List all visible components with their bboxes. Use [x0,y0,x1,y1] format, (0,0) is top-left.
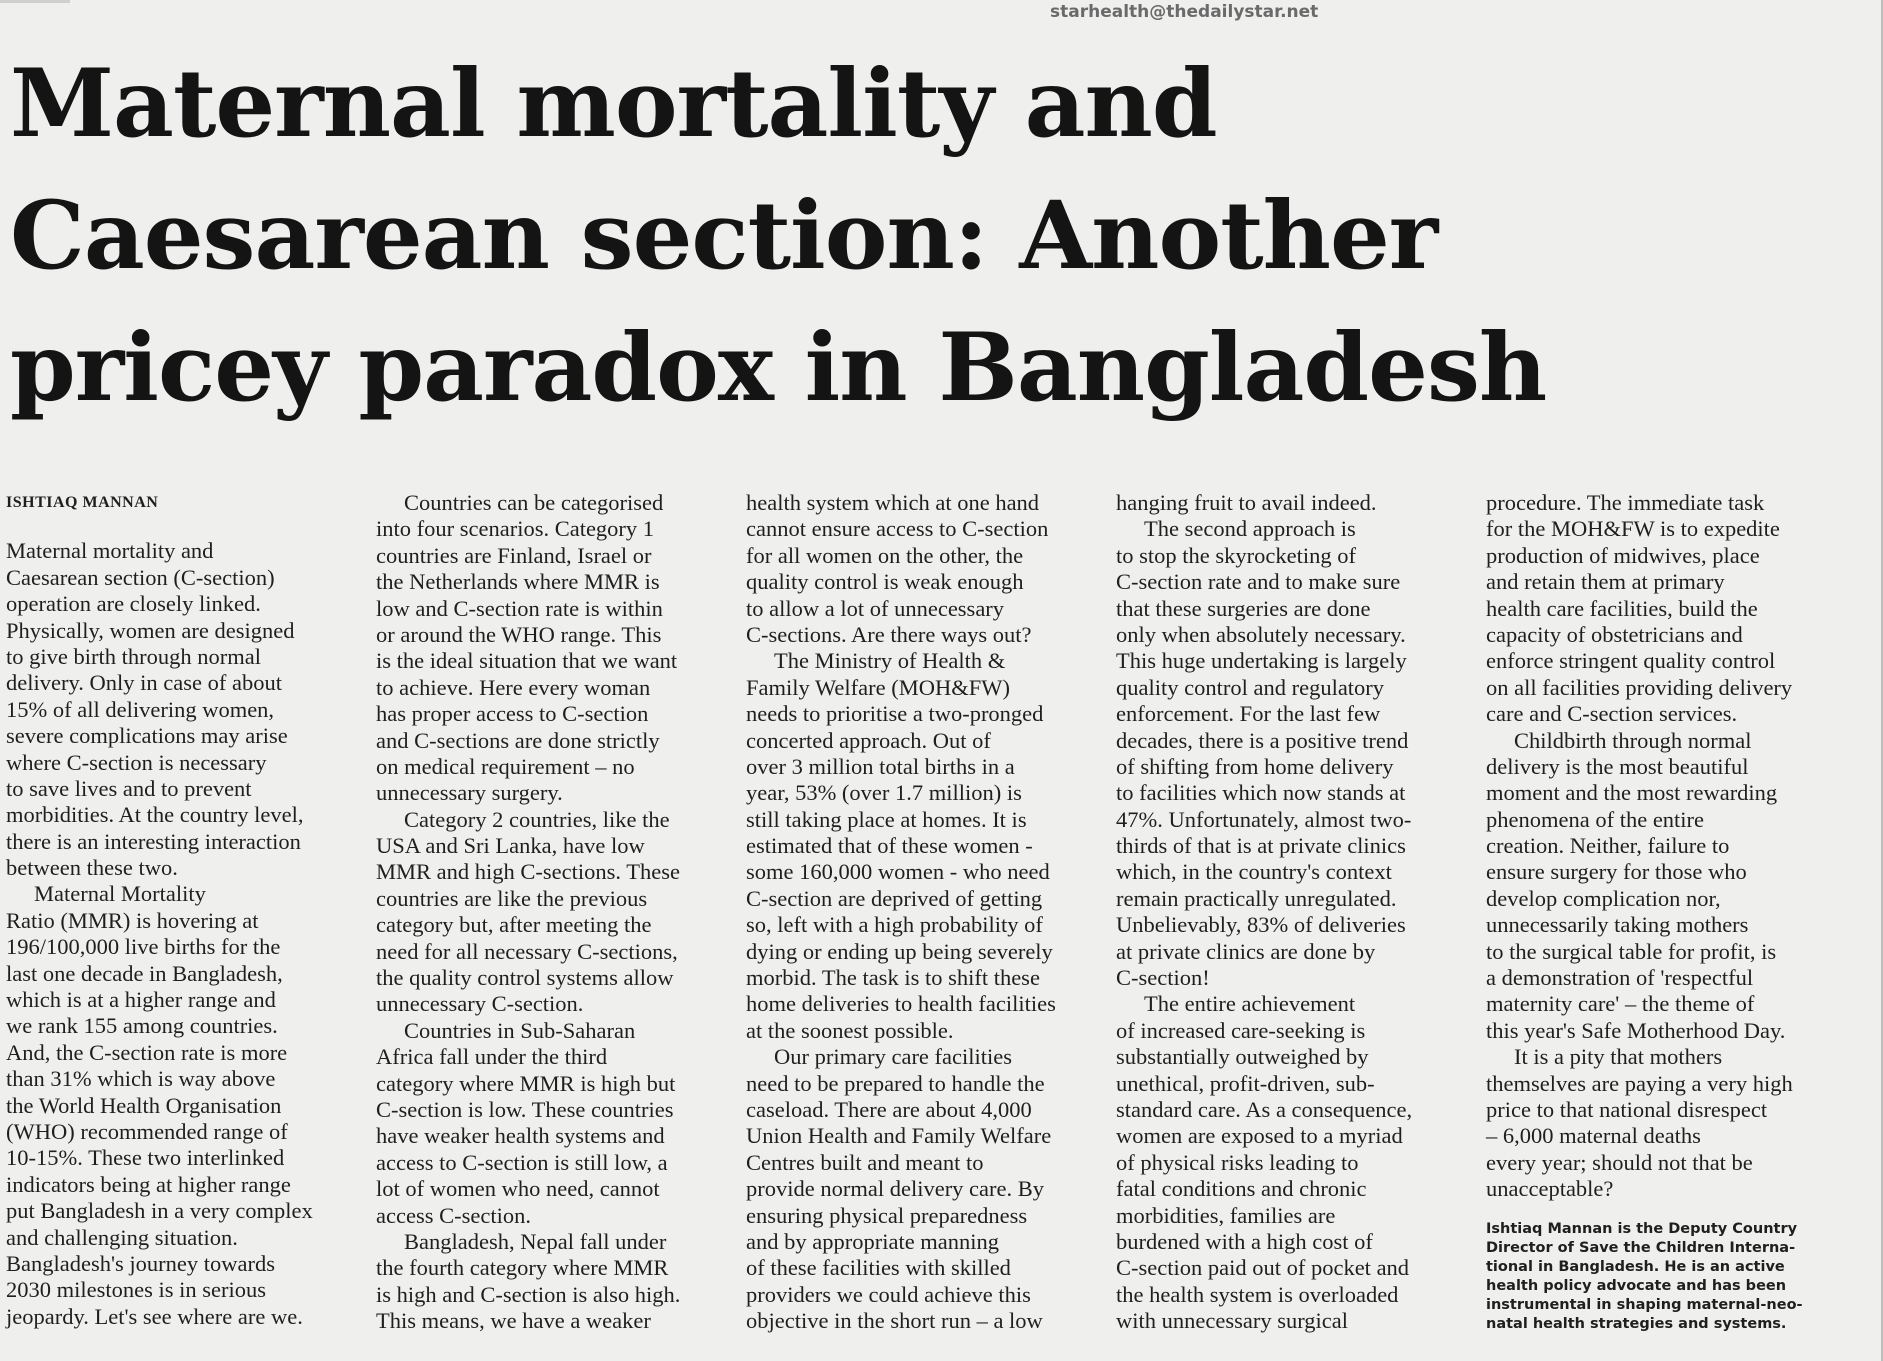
text-line: decades, there is a positive trend [1116,727,1409,753]
text-line: C-section is low. These countries [376,1096,674,1122]
article-column-4 [1116,490,1412,1335]
column-text [1486,490,1793,1203]
text-line: C-section! [1116,965,1210,991]
text-line: between these two. [6,855,178,881]
text-line: the fourth category where MMR [376,1255,669,1281]
text-line: care and C-section services. [1486,701,1738,727]
bio-line: tional in Bangladesh. He is an active [1486,1259,1785,1275]
text-line: to achieve. Here every woman [376,674,651,700]
text-line: need to be prepared to handle the [746,1070,1045,1096]
text-line: than 31% which is way above [6,1066,276,1092]
text-line: Africa fall under the third [376,1044,608,1070]
text-line: USA and Sri Lanka, have low [376,833,645,859]
text-line: Centres built and meant to [746,1149,984,1175]
byline-spacer [6,516,313,538]
text-line: and challenging situation. [6,1224,238,1250]
text-line: morbidities. At the country level, [6,802,304,828]
text-line: moment and the most rewarding [1486,780,1778,806]
text-line: and C-sections are done strictly [376,727,660,753]
text-line: quality control and regulatory [1116,674,1385,700]
text-line: substantially outweighed by [1116,1044,1369,1070]
text-line: a demonstration of 'respectful [1486,965,1754,991]
text-line: 47%. Unfortunately, almost two- [1116,806,1412,832]
text-line: lot of women who need, cannot [376,1176,660,1202]
text-line: we rank 155 among countries. [6,1013,278,1039]
text-line: of these facilities with skilled [746,1255,1011,1281]
text-line: of physical risks leading to [1116,1149,1359,1175]
text-line: It is a pity that mothers [1514,1044,1723,1070]
text-line: phenomena of the entire [1486,806,1705,832]
text-line: Childbirth through normal [1514,727,1752,753]
text-line: to the surgical table for profit, is [1486,938,1777,964]
text-line: This means, we have a weaker [376,1308,651,1334]
text-line: access to C-section is still low, a [376,1149,668,1175]
text-line: countries are Finland, Israel or [376,542,652,568]
text-line: C-section are deprived of getting [746,885,1043,911]
text-line: at private clinics are done by [1116,938,1376,964]
text-line: category but, after meeting the [376,912,652,938]
text-line: is the ideal situation that we want [376,648,678,674]
text-line: severe complications may arise [6,723,288,749]
text-line: need for all necessary C-sections, [376,938,678,964]
text-line: Physically, women are designed [6,617,295,643]
text-line: quality control is weak enough [746,569,1024,595]
text-line: unnecessarily taking mothers [1486,912,1749,938]
text-line: The Ministry of Health & [774,648,1006,674]
text-line: The second approach is [1144,516,1356,542]
text-line: Bangladesh, Nepal fall under [404,1228,667,1254]
section-email: starhealth@thedailystar.net [1050,2,1319,22]
text-line: to give birth through normal [6,643,261,669]
text-line: low and C-section rate is within [376,595,663,621]
text-line: access C-section. [376,1202,531,1228]
text-line: at the soonest possible. [746,1017,954,1043]
headline-line: pricey paradox in Bangladesh [10,313,1547,423]
text-line: with unnecessary surgical [1116,1308,1349,1334]
text-line: every year; should not that be [1486,1149,1753,1175]
bio-line: natal health strategies and systems. [1486,1316,1787,1332]
text-line: needs to prioritise a two-pronged [746,701,1044,727]
bio-line: instrumental in shaping maternal-neo- [1486,1297,1803,1313]
text-line: put Bangladesh in a very complex [6,1198,313,1224]
text-line: Category 2 countries, like the [404,806,670,832]
column-text [1116,490,1412,1335]
column-text [376,490,680,1335]
text-line: last one decade in Bangladesh, [6,960,283,986]
text-line: 2030 milestones is in serious [6,1277,266,1303]
text-line: morbid. The task is to shift these [746,965,1040,991]
bio-line: Ishtiaq Mannan is the Deputy Country [1486,1221,1798,1237]
text-line: C-section rate and to make sure [1116,569,1401,595]
text-line: unethical, profit-driven, sub- [1116,1070,1375,1096]
text-line: and by appropriate manning [746,1228,1000,1254]
text-line: providers we could achieve this [746,1281,1031,1307]
text-line: And, the C-section rate is more [6,1039,288,1065]
text-line: the World Health Organisation [6,1092,282,1118]
text-line: Family Welfare (MOH&FW) [746,674,1010,700]
text-line: The entire achievement [1144,991,1356,1017]
text-line: health care facilities, build the [1486,595,1758,621]
text-line: year, 53% (over 1.7 million) is [746,780,1022,806]
text-line: home deliveries to health facilities [746,991,1056,1017]
text-line: Bangladesh's journey towards [6,1250,276,1276]
text-line: have weaker health systems and [376,1123,665,1149]
text-line: on all facilities providing delivery [1486,674,1793,700]
headline [10,38,1850,434]
text-line: ensuring physical preparedness [746,1202,1028,1228]
text-line: This huge undertaking is largely [1116,648,1407,674]
column-text [746,490,1056,1335]
text-line: price to that national disrespect [1486,1096,1768,1122]
text-line: develop complication nor, [1486,885,1721,911]
author-bio [1486,1220,1803,1334]
text-line: objective in the short run – a low [746,1308,1043,1334]
text-line: provide normal delivery care. By [746,1176,1045,1202]
text-line: caseload. There are about 4,000 [746,1096,1032,1122]
text-line: over 3 million total births in a [746,753,1015,779]
text-line: C-section paid out of pocket and [1116,1255,1410,1281]
text-line: or around the WHO range. This [376,621,662,647]
text-line: delivery. Only in case of about [6,670,282,696]
text-line: for the MOH&FW is to expedite [1486,516,1780,542]
article-column-3 [746,490,1056,1335]
bio-line: Director of Save the Children Interna- [1486,1240,1796,1256]
text-line: unacceptable? [1486,1176,1614,1202]
text-line: enforce stringent quality control [1486,648,1776,674]
article-column-5 [1486,490,1793,1203]
text-line: operation are closely linked. [6,591,261,617]
text-line: hanging fruit to avail indeed. [1116,490,1377,515]
text-line: Caesarean section (C-section) [6,564,275,590]
text-line: to save lives and to prevent [6,775,252,801]
text-line: estimated that of these women - [746,833,1033,859]
text-line: maternity care' – the theme of [1486,991,1755,1017]
byline: ISHTIAQ MANNAN [6,494,159,511]
text-line: has proper access to C-section [376,701,649,727]
article-column-1 [6,490,313,1330]
text-line: concerted approach. Out of [746,727,991,753]
text-line: ensure surgery for those who [1486,859,1747,885]
text-line: to facilities which now stands at [1116,780,1406,806]
text-line: – 6,000 maternal deaths [1486,1123,1701,1149]
text-line: procedure. The immediate task [1486,490,1765,515]
text-line: of increased care-seeking is [1116,1017,1366,1043]
text-line: thirds of that is at private clinics [1116,833,1406,859]
text-line: the quality control systems allow [376,965,674,991]
text-line: enforcement. For the last few [1116,701,1381,727]
text-line: 15% of all delivering women, [6,696,275,722]
text-line: Unbelievably, 83% of deliveries [1116,912,1406,938]
text-line: Our primary care facilities [774,1044,1013,1070]
text-line: this year's Safe Motherhood Day. [1486,1017,1786,1043]
top-rule [0,0,70,3]
text-line: of shifting from home delivery [1116,753,1394,779]
text-line: Maternal Mortality [34,881,206,907]
text-line: unnecessary surgery. [376,780,563,806]
text-line: remain practically unregulated. [1116,885,1397,911]
text-line: some 160,000 women - who need [746,859,1050,885]
text-line: (WHO) recommended range of [6,1118,288,1144]
text-line: delivery is the most beautiful [1486,753,1749,779]
text-line: Countries can be categorised [404,490,664,515]
text-line: where C-section is necessary [6,749,267,775]
text-line: capacity of obstetricians and [1486,621,1743,647]
text-line: themselves are paying a very high [1486,1070,1793,1096]
text-line: production of midwives, place [1486,542,1760,568]
text-line: which, in the country's context [1116,859,1392,885]
text-line: for all women on the other, the [746,542,1024,568]
text-line: C-sections. Are there ways out? [746,621,1032,647]
article-column-2 [376,490,680,1335]
headline-line: Caesarean section: Another [10,181,1438,291]
text-line: MMR and high C-sections. These [376,859,680,885]
text-line: Countries in Sub-Saharan [404,1017,636,1043]
text-line: so, left with a high probability of [746,912,1043,938]
headline-line: Maternal mortality and [10,49,1217,159]
text-line: standard care. As a consequence, [1116,1096,1413,1122]
text-line: into four scenarios. Category 1 [376,516,655,542]
text-line: that these surgeries are done [1116,595,1371,621]
text-line: 10-15%. These two interlinked [6,1145,285,1171]
text-line: is high and C-section is also high. [376,1281,681,1307]
text-line: to allow a lot of unnecessary [746,595,1005,621]
text-line: unnecessary C-section. [376,991,584,1017]
text-line: still taking place at homes. It is [746,806,1027,832]
text-line: category where MMR is high but [376,1070,676,1096]
text-line: 196/100,000 live births for the [6,934,281,960]
text-line: jeopardy. Let's see where are we. [6,1303,303,1329]
text-line: Ratio (MMR) is hovering at [6,907,259,933]
text-line: creation. Neither, failure to [1486,833,1730,859]
text-line: women are exposed to a myriad [1116,1123,1403,1149]
text-line: to stop the skyrocketing of [1116,542,1356,568]
text-line: there is an interesting interaction [6,828,301,854]
text-line: fatal conditions and chronic [1116,1176,1367,1202]
text-line: health system which at one hand [746,490,1040,515]
text-line: Union Health and Family Welfare [746,1123,1052,1149]
text-line: on medical requirement – no [376,753,635,779]
text-line: countries are like the previous [376,885,648,911]
column-text [6,538,313,1330]
text-line: and retain them at primary [1486,569,1725,595]
text-line: only when absolutely necessary. [1116,621,1406,647]
text-line: the health system is overloaded [1116,1281,1399,1307]
text-line: dying or ending up being severely [746,938,1053,964]
text-line: Maternal mortality and [6,538,214,564]
text-line: which is at a higher range and [6,987,276,1013]
text-line: the Netherlands where MMR is [376,569,660,595]
bio-line: health policy advocate and has been [1486,1278,1787,1294]
text-line: morbidities, families are [1116,1202,1336,1228]
text-line: burdened with a high cost of [1116,1228,1373,1254]
text-line: indicators being at higher range [6,1171,291,1197]
text-line: cannot ensure access to C-section [746,516,1049,542]
